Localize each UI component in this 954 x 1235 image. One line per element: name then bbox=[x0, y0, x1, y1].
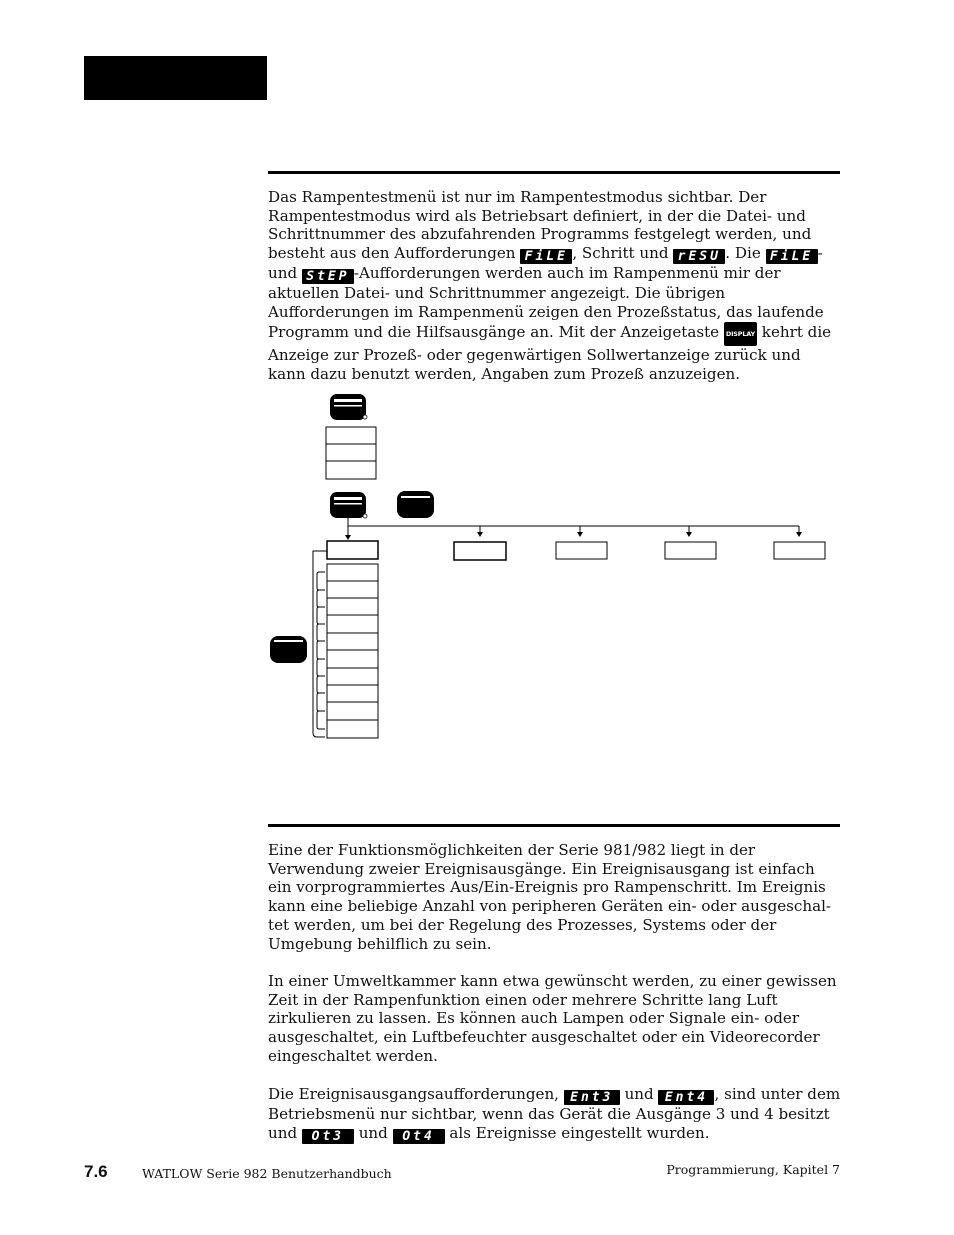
display-key-left-icon bbox=[270, 636, 307, 663]
lcd-ot4-icon: Ot4 bbox=[393, 1129, 445, 1144]
section-rule-bottom bbox=[268, 824, 840, 827]
paragraph-ramp-test-menu: Das Rampentestmenü ist nur im Rampentestmodus sichtbar. Der Rampentestmodus wird als Betriebsart definiert, in der die Datei- und Schrittnummer des abzufahrenden Programms festgelegt werden, und besteht aus den Aufforderungen FiLE , Schritt und rESU . Die FiLE - und StEP -Aufforderungen werden auch im Rampenmenü mir der aktuellen Datei- und Schrittnummer angezeigt. Die übrigen Aufforderungen im Rampenmenü zeigen den Prozeßstatus, das laufende Programm und die Hilfsausgänge an. Mit der Anzeigetaste DISPLAY kehrt die Anzeige zur Prozeß- oder gegenwärtigen Sollwertanzeige zurück und kann dazu benutzt werden, Angaben zum Prozeß anzuzeigen. bbox=[268, 188, 832, 383]
lcd-file-icon: FiLE bbox=[766, 249, 818, 264]
lcd-resu-icon: rESU bbox=[673, 249, 725, 264]
loop-connectors bbox=[313, 551, 327, 737]
branch-prompt-boxes bbox=[327, 541, 825, 560]
branch-arrowheads bbox=[345, 532, 802, 540]
lcd-ent4-icon: Ent4 bbox=[658, 1090, 714, 1105]
lcd-ot3-icon: Ot3 bbox=[302, 1129, 354, 1144]
top-prompt-stack bbox=[326, 427, 376, 479]
mode-key-top-icon bbox=[330, 394, 367, 420]
section-tab bbox=[84, 56, 267, 100]
ramp-menu-list bbox=[327, 564, 378, 738]
ramp-menu-diagram bbox=[260, 385, 840, 745]
page-number: 7.6 bbox=[84, 1162, 108, 1181]
display-key-icon: DISPLAY bbox=[724, 322, 757, 347]
branch-connector bbox=[348, 518, 799, 538]
lcd-step-icon: StEP bbox=[302, 269, 354, 284]
chapter-label: Programmierung, Kapitel 7 bbox=[666, 1162, 840, 1177]
paragraph-environment-chamber: In einer Umweltkammer kann etwa gewünscht werden, zu einer gewissen Zeit in der Rampenfunktion einen oder mehrere Schritte lang Luft zirkulieren zu lassen. Es können auch Lampen oder Signale ein- oder ausgeschaltet, ein Luftbefeuchter ausgeschaltet oder ein Videorecorder eingeschaltet werden. bbox=[268, 972, 837, 1065]
paragraph-event-prompts: Die Ereignisausgangsaufforderungen, Ent3 und Ent4 , sind unter dem Betriebsmenü nur sichtbar, wenn das Gerät die Ausgänge 3 und 4 besitzt und Ot3 und Ot4 als Ereignisse eingestellt wurden. bbox=[268, 1085, 841, 1144]
lcd-ent3-icon: Ent3 bbox=[564, 1090, 620, 1105]
lcd-file-icon: FiLE bbox=[520, 249, 572, 264]
manual-title: WATLOW Serie 982 Benutzerhandbuch bbox=[142, 1166, 392, 1181]
mode-key-right-icon bbox=[397, 491, 434, 518]
paragraph-event-outputs: Eine der Funktionsmöglichkeiten der Serie 981/982 liegt in der Verwendung zweier Ereignisausgänge. Ein Ereignisausgang ist einfach ein vorprogrammiertes Aus/Ein-Ereignis pro Rampenschritt. Im Ereignis kann eine beliebige Anzahl von peripheren Geräten ein- oder ausgeschal-tet werden, um bei der Regelung des Prozesses, Systems oder der Umgebung behilflich zu sein. bbox=[268, 841, 832, 953]
section-rule-top bbox=[268, 171, 840, 174]
mode-key-middle-icon bbox=[330, 492, 367, 518]
